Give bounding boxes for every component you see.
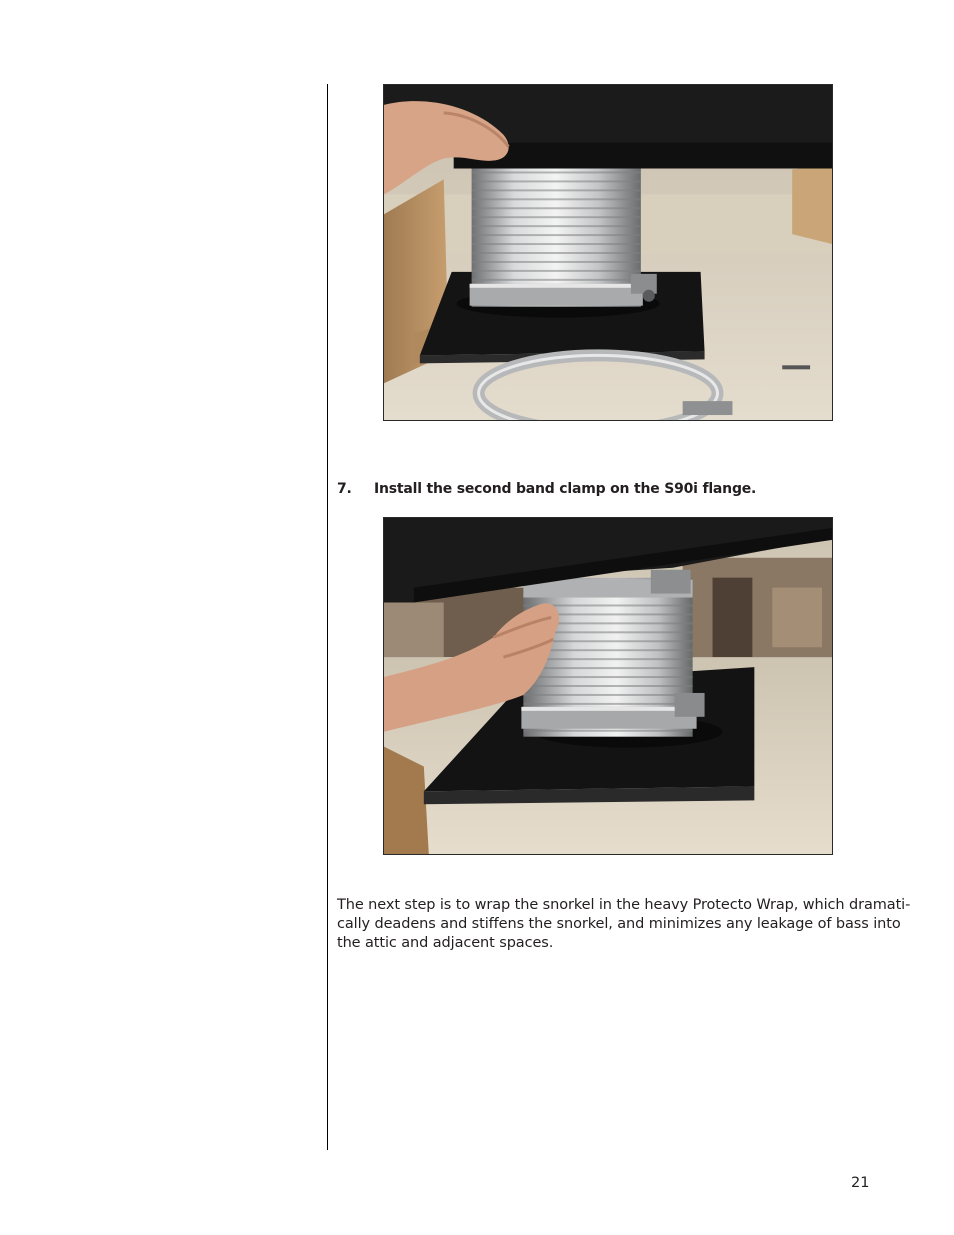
- photo-snorkel-first-clamp-image: [384, 85, 832, 420]
- page-number: 21: [851, 1175, 870, 1191]
- body-line: the attic and adjacent spaces.: [337, 935, 554, 951]
- photo-second-band-clamp: [383, 517, 833, 855]
- photo-second-band-clamp-image: [384, 518, 832, 854]
- step-7: [337, 481, 756, 497]
- step-number: 7.: [337, 481, 352, 497]
- photo-snorkel-first-clamp: [383, 84, 833, 421]
- margin-rule: [327, 84, 328, 1150]
- body-line: The next step is to wrap the snorkel in the heavy Protecto Wrap, which dramati-: [337, 897, 911, 913]
- body-paragraph: [337, 896, 911, 953]
- step-text: Install the second band clamp on the S90i flange.: [374, 481, 757, 497]
- body-line: cally deadens and stiffens the snorkel, and minimizes any leakage of bass into: [337, 916, 901, 932]
